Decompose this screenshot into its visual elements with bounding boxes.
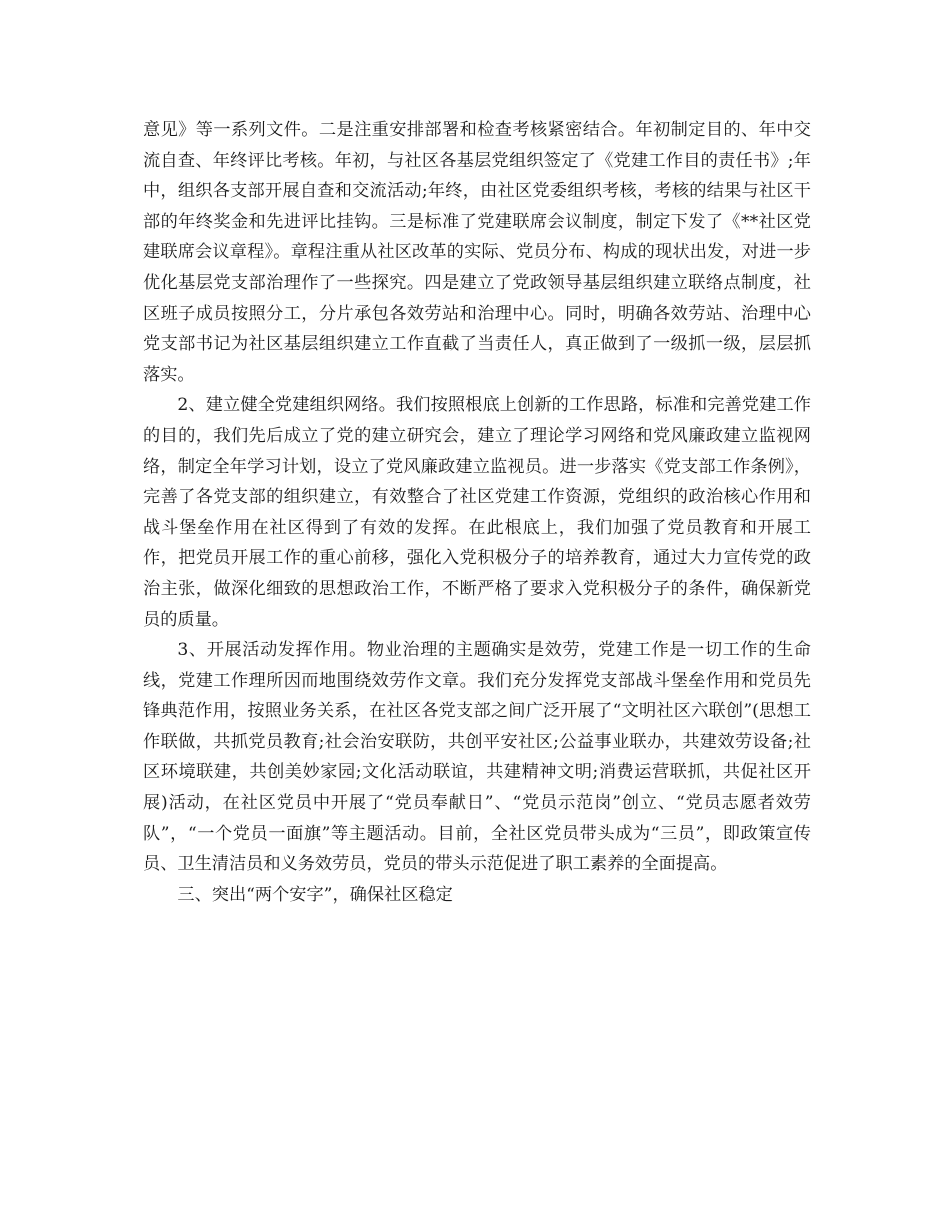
paragraph-2: 2、建立健全党建组织网络。我们按照根底上创新的工作思路，标准和完善党建工作的目的，我们先后成立了党的建立研究会，建立了理论学习网络和党风廉政建立监视网络，制定全年学习计划，设立了党风廉政建立监视员。进一步落实《党支部工作条例》，完善了各党支部的组织建立，有效整合了社区党建工作资源，党组织的政治核心作用和战斗堡垒作用在社区得到了有效的发挥。在此根底上，我们加强了党员教育和开展工作，把党员开展工作的重心前移，强化入党积极分子的培养教育，通过大力宣传党的政治主张，做深化细致的思想政治工作，不断严格了要求入党积极分子的条件，确保新党员的质量。 [143, 395, 811, 630]
section-heading: 三、突出“两个安字”，确保社区稳定 [177, 884, 453, 905]
paragraph-1: 意见》等一系列文件。二是注重安排部署和检查考核紧密结合。年初制定目的、年中交流自查、年终评比考核。年初，与社区各基层党组织签定了《党建工作目的责任书》;年中，组织各支部开展自查和交流活动;年终，由社区党委组织考核，考核的结果与社区干部的年终奖金和先进评比挂钩。三是标准了党建联席会议制度，制定下发了《**社区党建联席会议章程》。章程注重从社区改革的实际、党员分布、构成的现状出发，对进一步优化基层党支部治理作了一些探究。四是建立了党政领导基层组织建立联络点制度，社区班子成员按照分工，分片承包各效劳站和治理中心。同时，明确各效劳站、治理中心党支部书记为社区基层组织建立工作直截了当责任人，真正做到了一级抓一级，层层抓落实。 [143, 120, 811, 385]
paragraph-3: 3、开展活动发挥作用。物业治理的主题确实是效劳，党建工作是一切工作的生命线，党建工作理所因而地围绕效劳作文章。我们充分发挥党支部战斗堡垒作用和党员先锋典范作用，按照业务关系，在社区各党支部之间广泛开展了“文明社区六联创”(思想工作联做，共抓党员教育;社会治安联防，共创平安社区;公益事业联办，共建效劳设备;社区环境联建，共创美妙家园;文化活动联谊，共建精神文明;消费运营联抓，共促社区开展)活动，在社区党员中开展了“党员奉献日”、“党员示范岗”创立、“党员志愿者效劳队”，“一个党员一面旗”等主题活动。目前，全社区党员带头成为“三员”，即政策宣传员、卫生清洁员和义务效劳员，党员的带头示范促进了职工素养的全面提高。 [143, 640, 811, 875]
document-body [143, 115, 811, 910]
